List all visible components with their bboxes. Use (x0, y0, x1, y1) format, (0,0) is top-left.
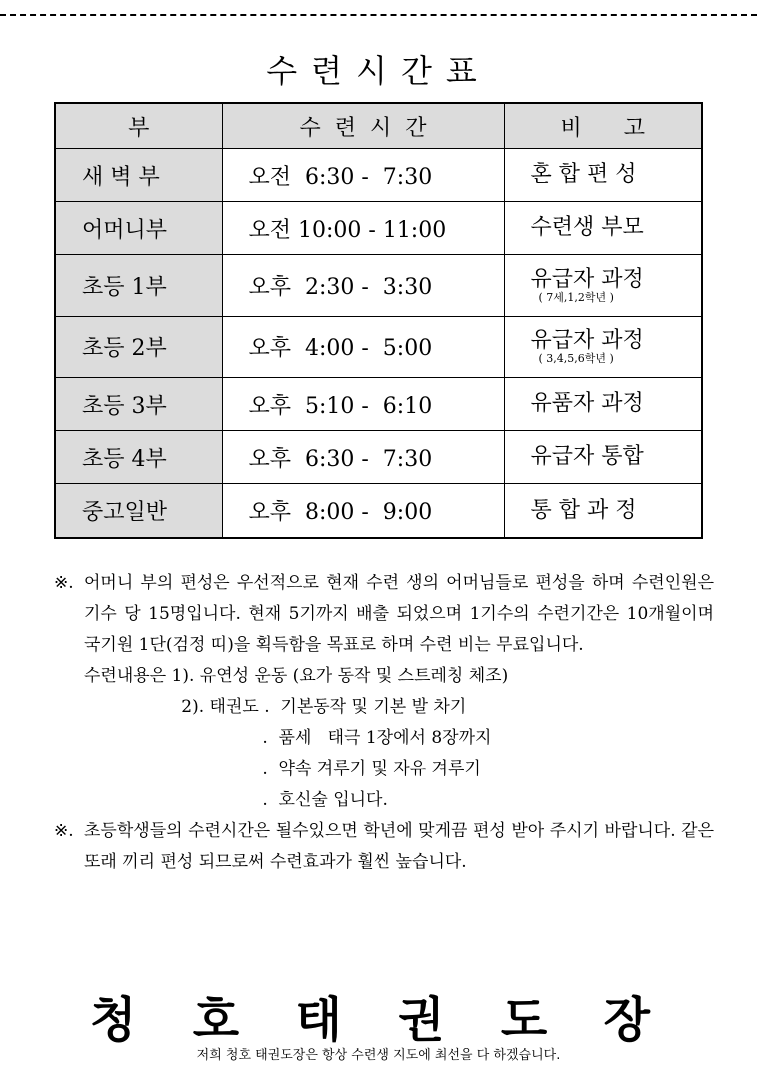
dept-cell: 초등 3부 (55, 378, 222, 431)
note-main-text: 유급자 과정 (530, 327, 644, 353)
header-note: 비 고 (504, 103, 702, 149)
signature-char: 권 (398, 992, 445, 1048)
note-cell (504, 149, 702, 202)
footer-slogan: 저희 청호 태권도장은 항상 수련생 지도에 최선을 다 하겠습니다. (196, 1048, 561, 1063)
note-main-text: 혼 합 편 성 (530, 162, 637, 188)
dept-cell: 중고일반 (55, 484, 222, 538)
header-time: 수 련 시 간 (222, 103, 504, 149)
reference-mark: ※. (54, 821, 74, 841)
time-cell: 오후 2:30 - 3:30 (222, 255, 504, 316)
time-cell: 오후 8:00 - 9:00 (222, 484, 504, 538)
time-cell: 오전 6:30 - 7:30 (222, 149, 504, 202)
content-line: 수련내용은 1). 유연성 운동 (요가 동작 및 스트레칭 체조) (84, 666, 509, 686)
dept-cell: 초등 1부 (55, 255, 222, 316)
table-row (55, 149, 702, 202)
note-text-2: 초등학생들의 수련시간은 될수있으면 학년에 맞게끔 편성 받아 주시기 바랍니다. 같은 또래 끼리 편성 되므로써 수련효과가 훨씬 높습니다. (84, 821, 714, 872)
dept-cell: 초등 2부 (55, 316, 222, 377)
header-dept: 부 (55, 103, 222, 149)
note-cell (504, 255, 702, 316)
note-main-text: 유품자 과정 (530, 391, 644, 417)
schedule-table (54, 102, 703, 539)
content-line: . 품세 태극 1장에서 8장까지 (84, 728, 492, 748)
note-sub-text: ( 7세,1,2학년 ) (538, 290, 614, 304)
content-line: 2). 태권도 . 기본동작 및 기본 발 차기 (84, 697, 467, 717)
dept-cell: 초등 4부 (55, 431, 222, 484)
note-main-text: 통 합 과 정 (530, 497, 637, 523)
note-cell (504, 484, 702, 538)
table-row (55, 316, 702, 377)
note-cell (504, 202, 702, 255)
note-main-text: 유급자 통합 (530, 444, 644, 470)
note-main-text: 수련생 부모 (530, 215, 644, 241)
signature-char: 도 (500, 992, 548, 1048)
signature-char: 태 (295, 992, 342, 1048)
time-cell: 오후 5:10 - 6:10 (222, 378, 504, 431)
signature-char: 장 (603, 992, 650, 1048)
page-title: 수련시간표 (266, 52, 491, 90)
content-line: . 호신술 입니다. (84, 790, 388, 810)
signature-char: 호 (192, 992, 240, 1048)
note-cell (504, 316, 702, 377)
table-row (55, 255, 702, 316)
dept-cell: 어머니부 (55, 202, 222, 255)
time-cell: 오후 6:30 - 7:30 (222, 431, 504, 484)
reference-mark: ※. (54, 573, 74, 593)
table-row (55, 431, 702, 484)
note-cell (504, 431, 702, 484)
table-row (55, 378, 702, 431)
training-content (54, 661, 714, 816)
table-row (55, 484, 702, 538)
note-text-1: 어머니 부의 편성은 우선적으로 현재 수련 생의 어머님들로 편성을 하며 수련인원은 기수 당 15명입니다. 현재 5기까지 배출 되었으며 1기수의 수련기간은 10개월이며 국기원 1단(검정 띠)을 획득함을 목표로 하며 수련 비는 무료입니다. (84, 573, 714, 655)
time-cell: 오전 10:00 - 11:00 (222, 202, 504, 255)
note-cell (504, 378, 702, 431)
note-main-text: 유급자 과정 (530, 266, 644, 292)
note-sub-text: ( 3,4,5,6학년 ) (538, 351, 614, 365)
note-paragraph-2 (54, 816, 714, 878)
top-dashed-line (0, 14, 757, 16)
dojang-signature (90, 992, 650, 1048)
notes-section (54, 568, 714, 878)
time-cell: 오후 4:00 - 5:00 (222, 316, 504, 377)
table-header-row (55, 103, 702, 149)
table-row (55, 202, 702, 255)
signature-char: 청 (90, 992, 137, 1048)
content-line: . 약속 겨루기 및 자유 겨루기 (84, 759, 481, 779)
note-paragraph-1 (54, 568, 714, 661)
dept-cell: 새 벽 부 (55, 149, 222, 202)
